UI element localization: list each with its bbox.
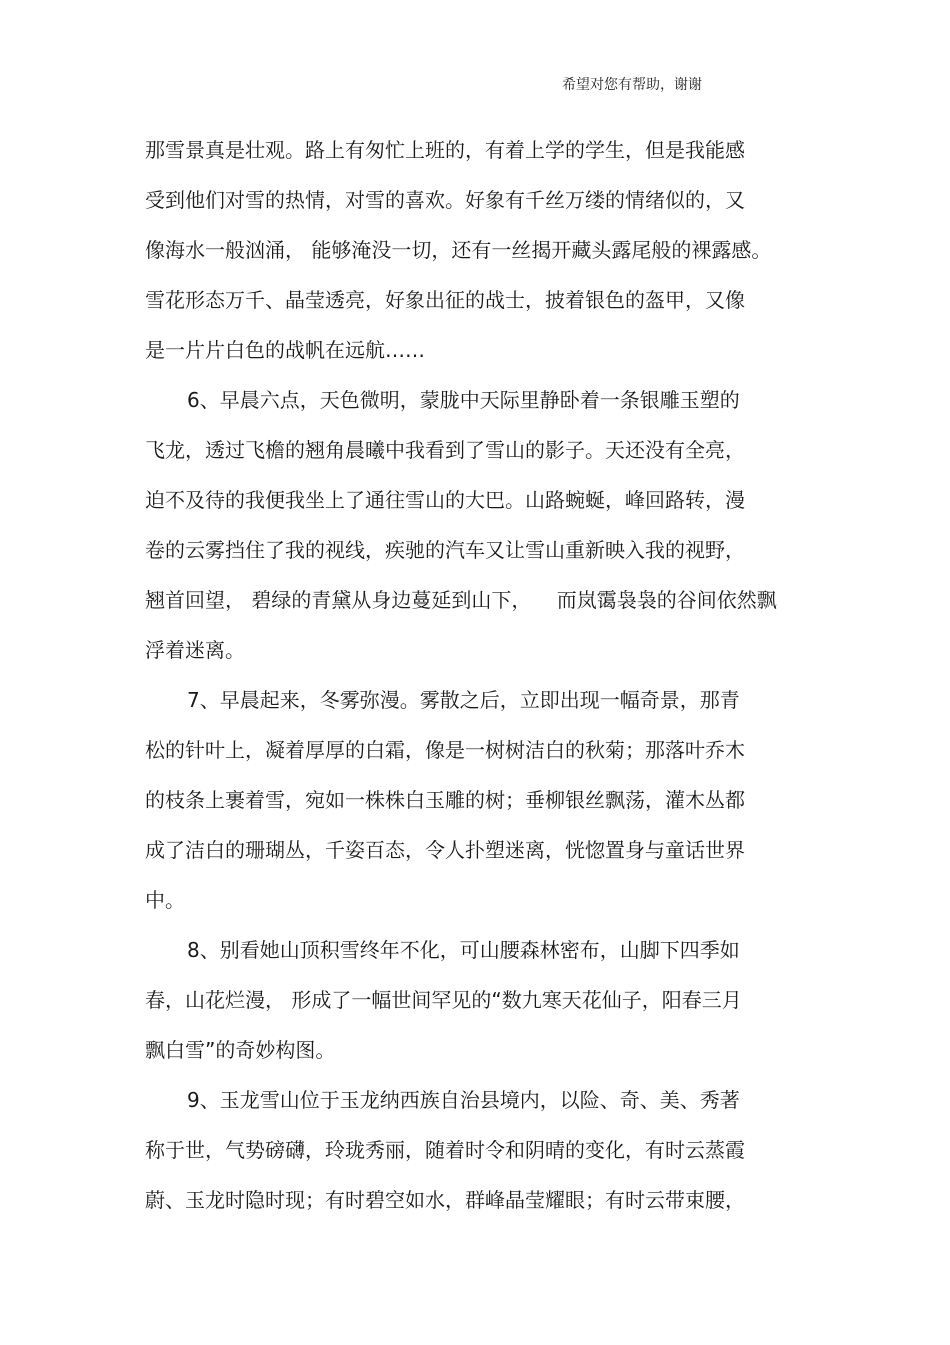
text-line: 卷的云雾挡住了我的视线，疾驰的汽车又让雪山重新映入我的视野， [145, 538, 745, 562]
text-line: 成了洁白的珊瑚丛，千姿百态，令人扑塑迷离，恍惚置身与童话世界 [145, 838, 745, 862]
text-line: 的枝条上裹着雪，宛如一株株白玉雕的树；垂柳银丝飘荡，灌木丛都 [145, 788, 745, 812]
body-text [145, 125, 805, 1225]
text-line: 浮着迷离。 [145, 638, 245, 662]
text-line: 飞龙，透过飞檐的翘角晨曦中我看到了雪山的影子。天还没有全亮， [145, 438, 745, 462]
text-line: 称于世，气势磅礴，玲珑秀丽，随着时令和阴晴的变化，有时云蒸霞 [145, 1138, 745, 1162]
text-line: 像海水一般汹涌， 能够淹没一切，还有一丝揭开藏头露尾般的裸露感。 [145, 238, 772, 262]
text-line: 迫不及待的我便我坐上了通往雪山的大巴。山路蜿蜒，峰回路转，漫 [145, 488, 745, 512]
paragraph-first-line: 7、早晨起来，冬雾弥漫。雾散之后，立即出现一幅奇景，那青 [187, 688, 740, 712]
text-line: 蔚、玉龙时隐时现；有时碧空如水，群峰晶莹耀眼；有时云带束腰， [145, 1188, 745, 1212]
paragraph-first-line: 6、早晨六点，天色微明，蒙胧中天际里静卧着一条银雕玉塑的 [187, 388, 740, 412]
text-line: 飘白雪”的奇妙构图。 [145, 1038, 336, 1062]
text-line: 是一片片白色的战帆在远航…… [145, 338, 425, 362]
text-line: 受到他们对雪的热情，对雪的喜欢。好象有千丝万缕的情绪似的，又 [145, 188, 745, 212]
text-line: 中。 [145, 888, 185, 912]
text-line: 雪花形态万千、晶莹透亮，好象出征的战士，披着银色的盔甲，又像 [145, 288, 745, 312]
page-header: 希望对您有帮助，谢谢 [562, 77, 702, 93]
text-line: 翘首回望， 碧绿的青黛从身边蔓延到山下， 而岚霭袅袅的谷间依然飘 [145, 588, 777, 612]
text-line: 那雪景真是壮观。路上有匆忙上班的，有着上学的学生，但是我能感 [145, 138, 745, 162]
paragraph-first-line: 9、玉龙雪山位于玉龙纳西族自治县境内，以险、奇、美、秀著 [187, 1088, 740, 1112]
paragraph-first-line: 8、别看她山顶积雪终年不化，可山腰森林密布，山脚下四季如 [187, 938, 740, 962]
text-line: 春，山花烂漫， 形成了一幅世间罕见的“数九寒天花仙子，阳春三月 [145, 988, 742, 1012]
text-line: 松的针叶上，凝着厚厚的白霜，像是一树树洁白的秋菊；那落叶乔木 [145, 738, 745, 762]
